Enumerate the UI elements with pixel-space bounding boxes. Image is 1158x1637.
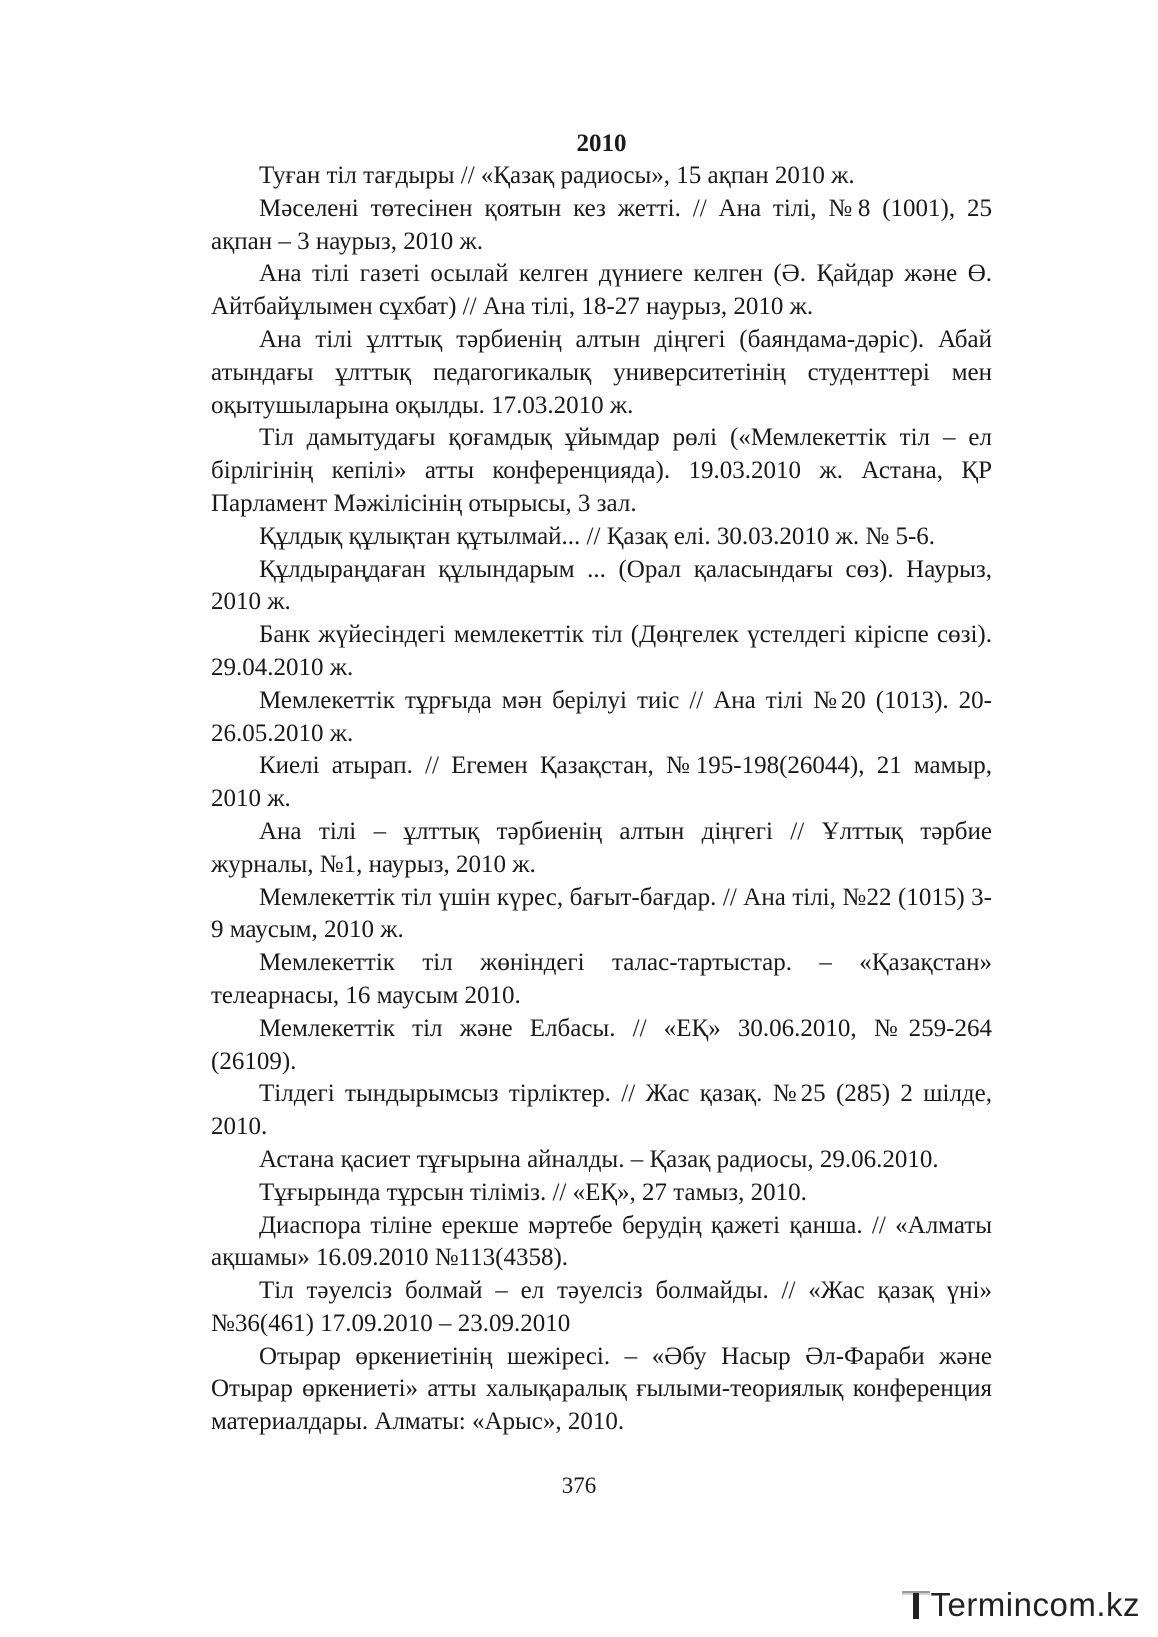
bibliography-entry: Тіл тәуелсіз болмай – ел тәуелсіз болмайды. // «Жас қазақ үні» №36(461) 17.09.2010 – 23.09.2010 (211, 1277, 992, 1337)
bibliography-entry: Астана қасиет тұғырына айналды. – Қазақ радиосы, 29.06.2010. (259, 1145, 939, 1173)
year-heading: 2010 (576, 130, 627, 157)
bibliography-entry: Ана тілі – ұлттық тәрбиенің алтын діңгегі // Ұлттық тәрбие журналы, №1, наурыз, 2010 ж. (211, 817, 992, 878)
bibliography-entry: Диаспора тіліне ерекше мәртебе берудің қажеті қанша. // «Алматы ақшамы» 16.09.2010 №113(4358). (211, 1211, 992, 1272)
bibliography-entry: Құлдыраңдаған құлындарым ... (Орал қаласындағы сөз). Наурыз, 2010 ж. (211, 555, 992, 616)
termincom-logo-icon (900, 1587, 932, 1623)
bibliography-entry: Туған тіл тағдыры // «Қазақ радиосы», 15 ақпан 2010 ж. (259, 162, 855, 189)
watermark (900, 1585, 1140, 1625)
watermark-text: Termincom.kz (930, 1586, 1140, 1623)
bibliography-entry: Ана тілі газеті осылай келген дүниеге келген (Ә. Қайдар және Ө. Айтбайұлымен сұхбат) // Ана тілі, 18-27 наурыз, 2010 ж. (211, 260, 992, 321)
bibliography-entry: Құлдық құлықтан құтылмай... // Қазақ елі. 30.03.2010 ж. № 5-6. (259, 522, 936, 550)
bibliography-entry: Ана тілі ұлттық тәрбиенің алтын діңгегі (баяндама-дәріс). Абай атындағы ұлттық педагогикалық университетінің студенттері мен оқытушыларына оқылды. 17.03.2010 ж. (211, 325, 992, 419)
bibliography-entry: Банк жүйесіндегі мемлекеттік тіл (Дөңгелек үстелдегі кіріспе сөзі). 29.04.2010 ж. (211, 621, 992, 681)
bibliography-entry: Мемлекеттік тұрғыда мән берілуі тиіс // Ана тілі №20 (1013). 20-26.05.2010 ж. (211, 686, 992, 747)
page-number: 376 (561, 1473, 597, 1498)
bibliography-entry: Отырар өркениетінің шежіресі. – «Әбу Насыр Әл-Фараби және Отырар өркениеті» атты халықаралық ғылыми-теориялық конференция материалдары. Алматы: «Арыс», 2010. (211, 1342, 992, 1436)
bibliography-entry: Тіл дамытудағы қоғамдық ұйымдар рөлі («Мемлекеттік тіл – ел бірлігінің кепілі» атты конференцияда). 19.03.2010 ж. Астана, ҚР Парламент Мәжілісінің отырысы, 3 зал. (211, 424, 992, 517)
bibliography-entry: Киелі атырап. // Егемен Қазақстан, №195-198(26044), 21 мамыр, 2010 ж. (211, 752, 992, 813)
bibliography-entry: Тұғырында тұрсын тіліміз. // «ЕҚ», 27 тамыз, 2010. (259, 1178, 807, 1206)
bibliography-entry: Тілдегі тындырымсыз тірліктер. // Жас қазақ. №25 (285) 2 шілде, 2010. (211, 1080, 992, 1141)
bibliography-entry: Мемлекеттік тіл үшін күрес, бағыт-бағдар. // Ана тілі, №22 (1015) 3-9 маусым, 2010 ж. (211, 883, 992, 944)
bibliography-entry: Мемлекеттік тіл және Елбасы. // «ЕҚ» 30.06.2010, №259-264 (26109). (211, 1014, 992, 1075)
bibliography-entry: Мемлекеттік тіл жөніндегі талас-тартыстар. – «Қазақстан» телеарнасы, 16 маусым 2010. (211, 949, 992, 1009)
bibliography-entry: Мәселені төтесінен қоятын кез жетті. // Ана тілі, №8 (1001), 25 ақпан – 3 наурыз, 2010 ж. (211, 194, 992, 255)
document-page (211, 128, 992, 1439)
